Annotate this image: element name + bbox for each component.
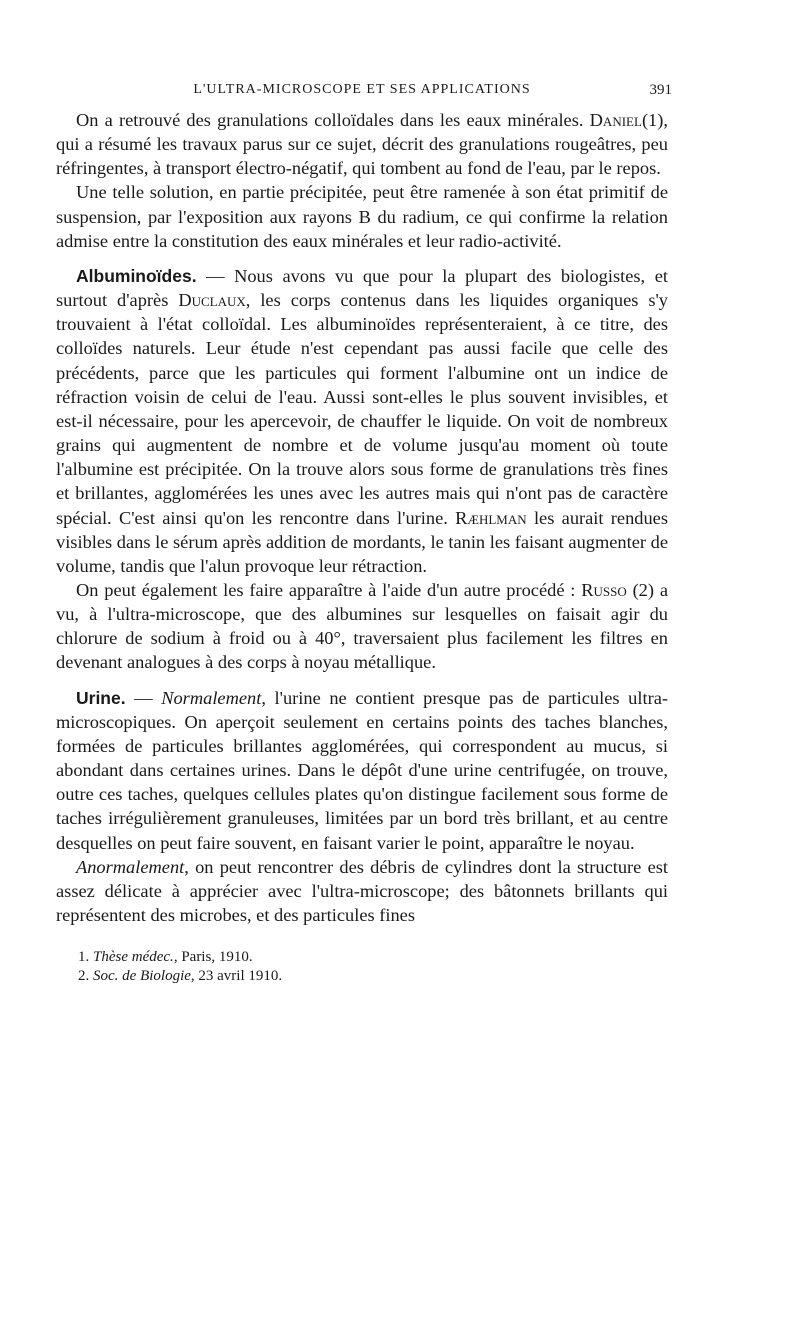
section-heading: Urine. <box>76 687 126 708</box>
section-heading: Albuminoïdes. <box>76 265 197 286</box>
running-title: L'ULTRA-MICROSCOPE ET SES APPLICATIONS <box>193 82 531 97</box>
paragraph-mineral-waters <box>56 108 668 180</box>
footnote-1 <box>56 948 668 967</box>
italic-term: Normalement <box>161 687 262 708</box>
footnote-number: 1. <box>78 949 90 966</box>
page-number: 391 <box>649 82 672 98</box>
paragraph-text: les aurait rendues visibles dans le sérum après addition de mordants, le tanin les faisant augmenter de volume, tandis que l'alun provoque leur rétraction. <box>56 507 668 576</box>
paragraph-text: , qui a résumé les travaux parus sur ce sujet, décrit des granulations rougeâtres, peu réfringentes, à transport électro-négatif, qui tombent au fond de l'eau, par le repos. <box>56 110 668 179</box>
italic-term: Anormalement <box>76 856 185 877</box>
page-header <box>56 78 672 108</box>
footnote-ref: (2) <box>632 579 655 600</box>
body-text <box>56 108 668 927</box>
paragraph-text: Une telle solution, en partie précipitée, peut être ramenée à son état primitif de suspension, par l'exposition aux rayons B du radium, ce qui confirme la relation admise entre la constitution des eaux minérales et leur radio-activité. <box>56 182 668 251</box>
page <box>56 78 672 986</box>
footnote-text: , 23 avril 1910. <box>190 968 283 985</box>
author-name: Duclaux <box>178 290 246 311</box>
paragraph-text: On a retrouvé des granulations colloïdales dans les eaux minérales. <box>76 110 584 130</box>
paragraph-text: , l'urine ne contient presque pas de particules ultra-microscopiques. On aperçoit seulement en certains points des taches blanches, formées de particules brillantes agglomérées, qui correspondent au mucus, si abondant dans certaines urines. Dans le dépôt d'une urine centrifugée, on trouve, outre ces taches, quelques cellules plates qu'on distingue facilement sous forme de taches irrégulièrement granuleuses, limitées par un bord très brillant, et au centre desquelles on peut faire souvent, en faisant varier le point, apparaître le noyau. <box>56 687 668 853</box>
author-name: Russo <box>581 579 627 600</box>
paragraph-russo <box>56 578 668 675</box>
dash: — <box>125 687 162 708</box>
paragraph-radium <box>56 180 668 252</box>
paragraph-text: , on peut rencontrer des débris de cylindres dont la structure est assez délicate à apprécier avec l'ultra-microscope; des bâtonnets brillants qui représentent des microbes, et des particules fines <box>56 856 668 925</box>
footnote-title: Soc. de Biologie <box>93 968 191 985</box>
paragraph-text: , les corps contenus dans les liquides organiques s'y trouvaient à l'état colloïdal. Les albuminoïdes représenteraient, à ce titre, des colloïdes naturels. Leur étude n'est cependant pas aussi facile que celle des précédents, parce que les particules qui forment l'albumine ont un indice de réfraction voisin de celui de l'eau. Aussi sont-elles le plus souvent invisibles, et est-il nécessaire, pour les apercevoir, de chauffer le liquide. On voit de nombreux grains qui augmentent de nombre et de volume jusqu'au moment où toute l'albumine est précipitée. On la trouve alors sous forme de granulations très fines et brillantes, agglomérées les unes avec les autres mais qui n'ont pas de caractère spécial. C'est ainsi qu'on les rencontre dans l'urine. <box>56 290 669 528</box>
footnote-2 <box>56 967 668 986</box>
paragraph-anormalement <box>56 855 668 927</box>
author-name: Ræhlman <box>455 507 527 528</box>
paragraph-text: — Nous avons vu que pour la plupart des biologistes, et surtout d'après <box>56 265 668 311</box>
footnote-text: , Paris, 1910. <box>173 949 253 966</box>
footnote-number: 2. <box>78 968 90 985</box>
footnote-ref: (1) <box>641 110 664 130</box>
section-urine <box>56 686 668 855</box>
footnote-title: Thèse médec. <box>93 949 174 966</box>
section-albuminoides <box>56 264 668 578</box>
paragraph-text: a vu, à l'ultra-microscope, que des albumines sur lesquelles on faisait agir du chlorure de sodium à froid ou à 40°, traversaient plus facilement les filtres en devenant analogues à des corps à noyau métallique. <box>56 579 668 673</box>
author-name: Daniel <box>589 110 642 130</box>
paragraph-text: On peut également les faire apparaître à l'aide d'un autre procédé : <box>76 579 582 600</box>
footnotes <box>56 948 668 986</box>
